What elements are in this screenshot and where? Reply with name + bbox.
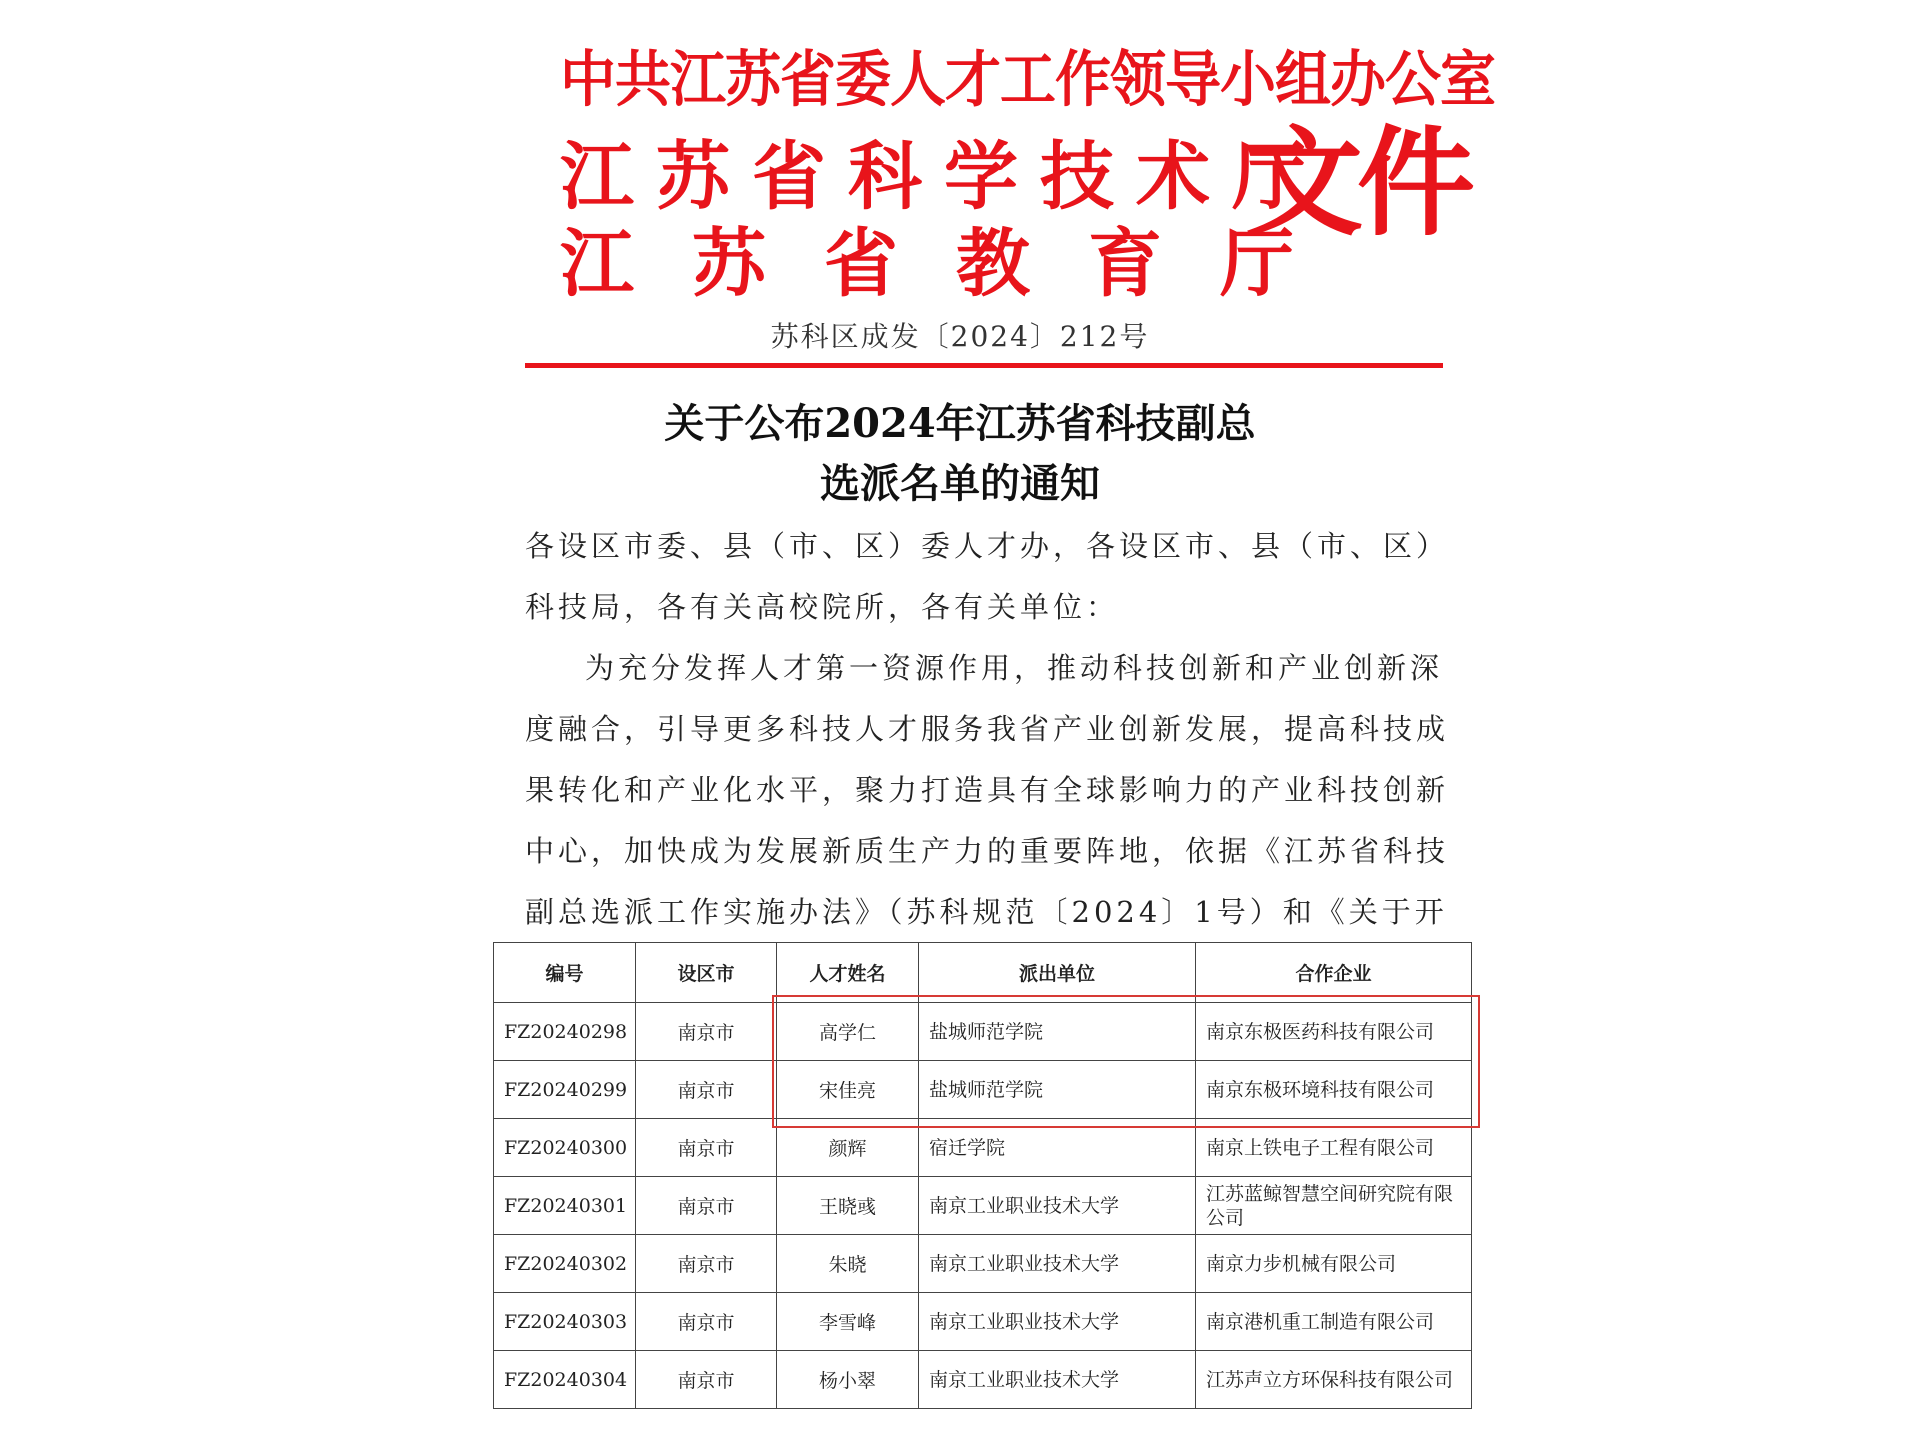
cell-id: FZ20240299 — [494, 1061, 636, 1119]
cell-name: 高学仁 — [777, 1003, 919, 1061]
cell-name: 朱晓 — [777, 1235, 919, 1293]
cell-name: 李雪峰 — [777, 1293, 919, 1351]
cell-id: FZ20240304 — [494, 1351, 636, 1409]
notice-title-line-2: 选派名单的通知 — [820, 460, 1100, 507]
cell-partner-company: 南京东极环境科技有限公司 — [1196, 1061, 1472, 1119]
issuer-line-1: 中共江苏省委人才工作领导小组办公室 — [560, 44, 1495, 116]
table-header-row — [494, 943, 1472, 1003]
cell-city: 南京市 — [636, 1351, 777, 1409]
document-label: 文件 — [1245, 114, 1470, 252]
issuer-line-2: 江苏省科学技术厅 — [560, 134, 1328, 220]
appointee-table — [493, 942, 1472, 1409]
body-line: 为充分发挥人才第一资源作用，推动科技创新和产业创新深 — [585, 651, 1444, 685]
body-line: 度融合，引导更多科技人才服务我省产业创新发展，提高科技成 — [525, 712, 1450, 746]
cell-dispatch-unit: 宿迁学院 — [919, 1119, 1196, 1177]
document-number: 苏科区成发〔2024〕212号 — [770, 320, 1150, 353]
red-divider — [525, 363, 1443, 368]
cell-dispatch-unit: 盐城师范学院 — [919, 1003, 1196, 1061]
cell-city: 南京市 — [636, 1119, 777, 1177]
notice-body — [525, 638, 1450, 943]
col-header-name: 人才姓名 — [777, 943, 919, 1003]
cell-dispatch-unit: 南京工业职业技术大学 — [919, 1177, 1196, 1235]
cell-city: 南京市 — [636, 1235, 777, 1293]
cell-partner-company: 江苏蓝鲸智慧空间研究院有限公司 — [1196, 1177, 1472, 1235]
cell-name: 王晓彧 — [777, 1177, 919, 1235]
cell-city: 南京市 — [636, 1061, 777, 1119]
issuer-line-3: 江苏省教育厅 — [560, 221, 1352, 307]
cell-dispatch-unit: 南京工业职业技术大学 — [919, 1235, 1196, 1293]
cell-id: FZ20240302 — [494, 1235, 636, 1293]
cell-city: 南京市 — [636, 1293, 777, 1351]
table-row — [494, 1061, 1472, 1119]
table-row — [494, 1003, 1472, 1061]
col-header-partner-company: 合作企业 — [1196, 943, 1472, 1003]
cell-partner-company: 南京港机重工制造有限公司 — [1196, 1293, 1472, 1351]
col-header-city: 设区市 — [636, 943, 777, 1003]
col-header-id: 编号 — [494, 943, 636, 1003]
cell-partner-company: 江苏声立方环保科技有限公司 — [1196, 1351, 1472, 1409]
cell-city: 南京市 — [636, 1003, 777, 1061]
cell-partner-company: 南京东极医药科技有限公司 — [1196, 1003, 1472, 1061]
cell-dispatch-unit: 南京工业职业技术大学 — [919, 1351, 1196, 1409]
cell-dispatch-unit: 盐城师范学院 — [919, 1061, 1196, 1119]
cell-partner-company: 南京上铁电子工程有限公司 — [1196, 1119, 1472, 1177]
table-row — [494, 1119, 1472, 1177]
cell-dispatch-unit: 南京工业职业技术大学 — [919, 1293, 1196, 1351]
body-line: 副总选派工作实施办法》（苏科规范〔2024〕1号）和《关于开 — [525, 895, 1448, 929]
cell-name: 宋佳亮 — [777, 1061, 919, 1119]
cell-id: FZ20240301 — [494, 1177, 636, 1235]
cell-name: 杨小翠 — [777, 1351, 919, 1409]
cell-id: FZ20240303 — [494, 1293, 636, 1351]
addressee-line: 科技局，各有关高校院所，各有关单位： — [525, 590, 1120, 624]
cell-id: FZ20240300 — [494, 1119, 636, 1177]
body-line: 果转化和产业化水平，聚力打造具有全球影响力的产业科技创新 — [525, 773, 1450, 807]
notice-title-line-1: 关于公布2024年江苏省科技副总 — [664, 400, 1256, 447]
cell-name: 颜辉 — [777, 1119, 919, 1177]
addressees — [525, 516, 1450, 638]
col-header-dispatch-unit: 派出单位 — [919, 943, 1196, 1003]
addressee-line: 各设区市委、县（市、区）委人才办，各设区市、县（市、区） — [525, 529, 1450, 563]
table-row — [494, 1293, 1472, 1351]
table-row — [494, 1235, 1472, 1293]
cell-partner-company: 南京力步机械有限公司 — [1196, 1235, 1472, 1293]
cell-city: 南京市 — [636, 1177, 777, 1235]
table-row — [494, 1177, 1472, 1235]
cell-id: FZ20240298 — [494, 1003, 636, 1061]
table-row — [494, 1351, 1472, 1409]
body-line: 中心，加快成为发展新质生产力的重要阵地，依据《江苏省科技 — [525, 834, 1450, 868]
